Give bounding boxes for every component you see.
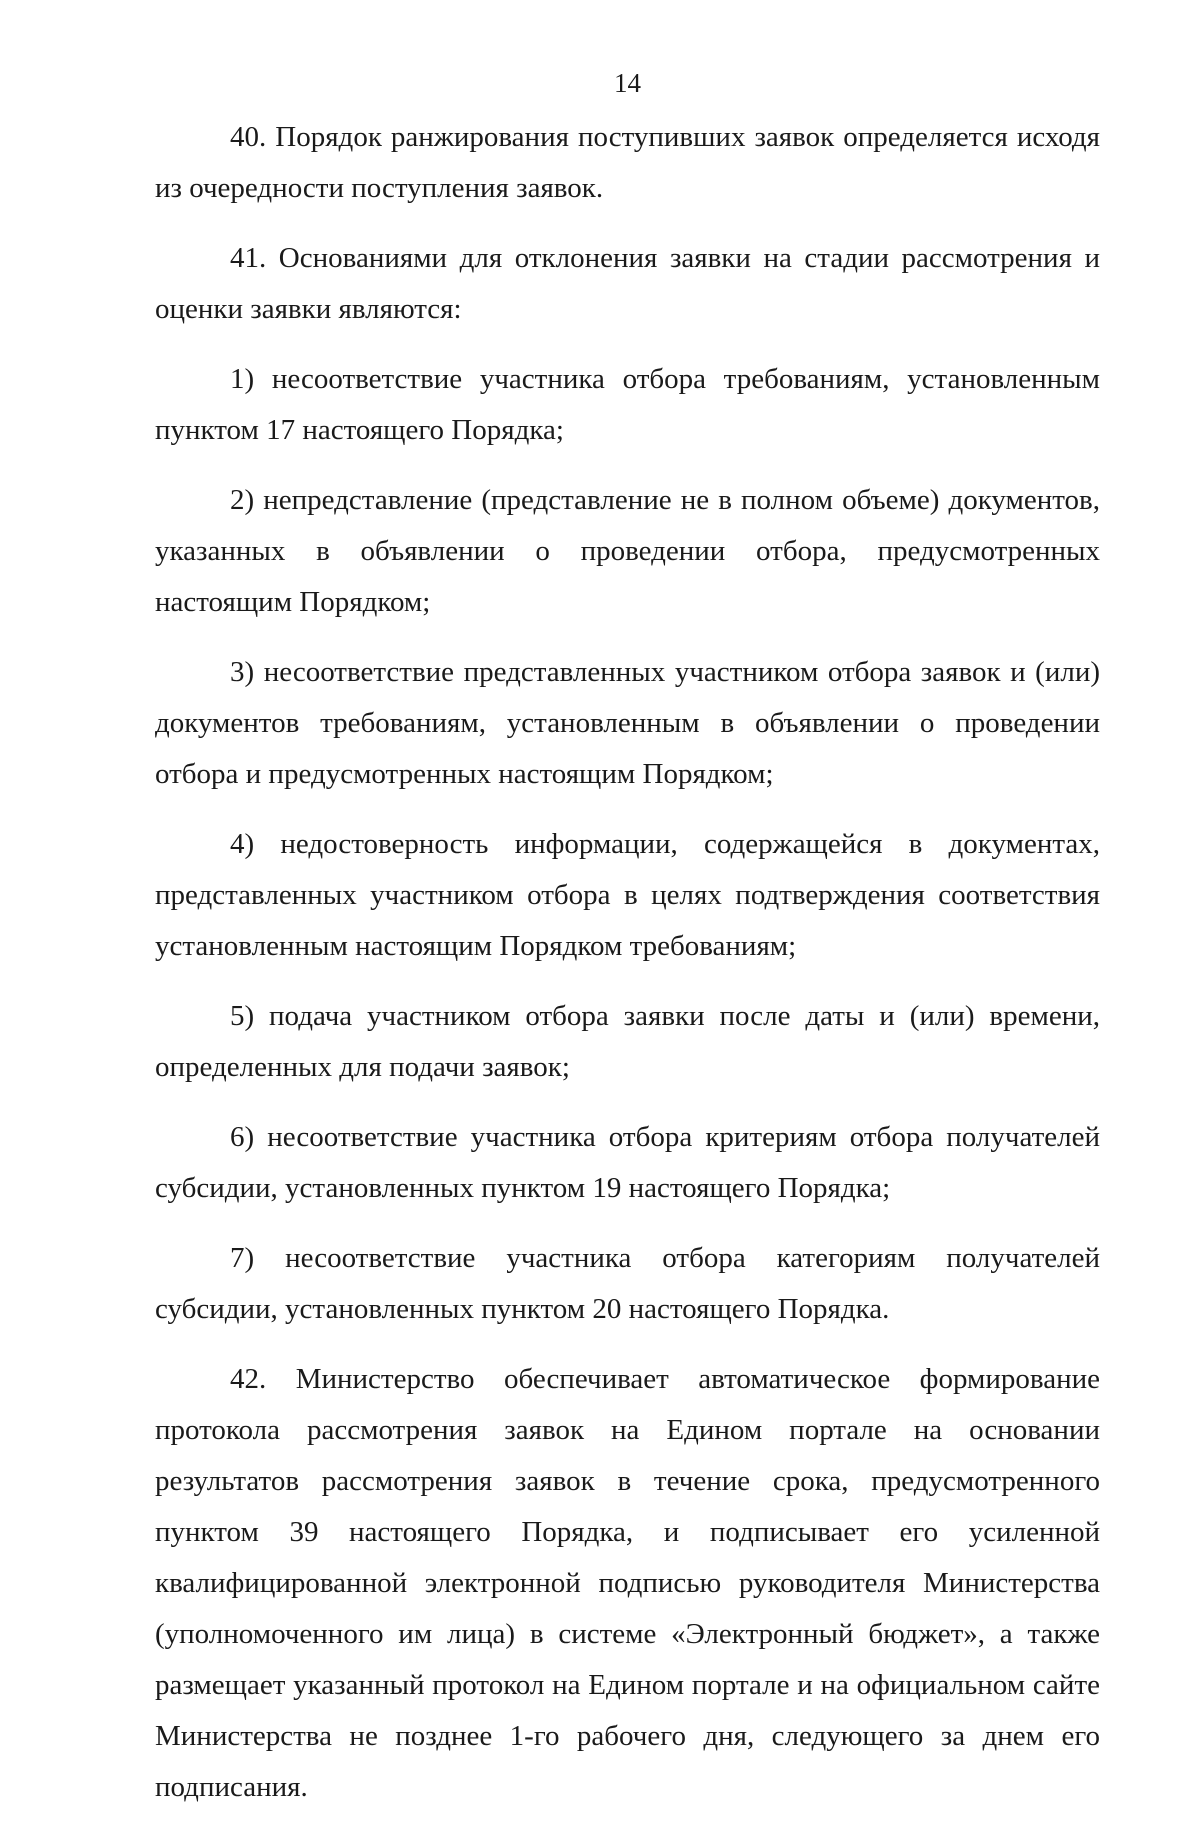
list-item-4: 4) недостоверность информации, содержащейся в документах, представленных участником отбора в целях подтверждения соответствия установленным настоящим Порядком требованиям; [155,828,1100,962]
paragraph-42: 42. Министерство обеспечивает автоматическое формирование протокола рассмотрения заявок на Едином портале на основании результатов рассмотрения заявок в течение срока, предусмотренного пунктом 39 настоящего Порядка, и подписывает его усиленной квалифицированной электронной подписью руководителя Министерства (уполномоченного им лица) в системе «Электронный бюджет», а также размещает указанный протокол на Едином портале и на официальном сайте Министерства не позднее 1-го рабочего дня, следующего за днем его подписания. [155,1363,1100,1803]
list-item-7: 7) несоответствие участника отбора категориям получателей субсидии, установленных пунктом 20 настоящего Порядка. [155,1242,1100,1325]
list-item-6: 6) несоответствие участника отбора критериям отбора получателей субсидии, установленных пунктом 19 настоящего Порядка; [155,1121,1100,1204]
list-item-3: 3) несоответствие представленных участником отбора заявок и (или) документов требованиям, установленным в объявлении о проведении отбора и предусмотренных настоящим Порядком; [155,656,1100,790]
list-item-5: 5) подача участником отбора заявки после даты и (или) времени, определенных для подачи заявок; [155,1000,1100,1083]
list-item-1: 1) несоответствие участника отбора требованиям, установленным пунктом 17 настоящего Порядка; [155,363,1100,446]
document-body [155,112,1100,1832]
paragraph-40: 40. Порядок ранжирования поступивших заявок определяется исходя из очередности поступления заявок. [155,121,1100,204]
list-item-2: 2) непредставление (представление не в полном объеме) документов, указанных в объявлении о проведении отбора, предусмотренных настоящим Порядком; [155,484,1100,618]
page-number: 14 [614,68,641,98]
paragraph-41: 41. Основаниями для отклонения заявки на стадии рассмотрения и оценки заявки являются: [155,242,1100,325]
